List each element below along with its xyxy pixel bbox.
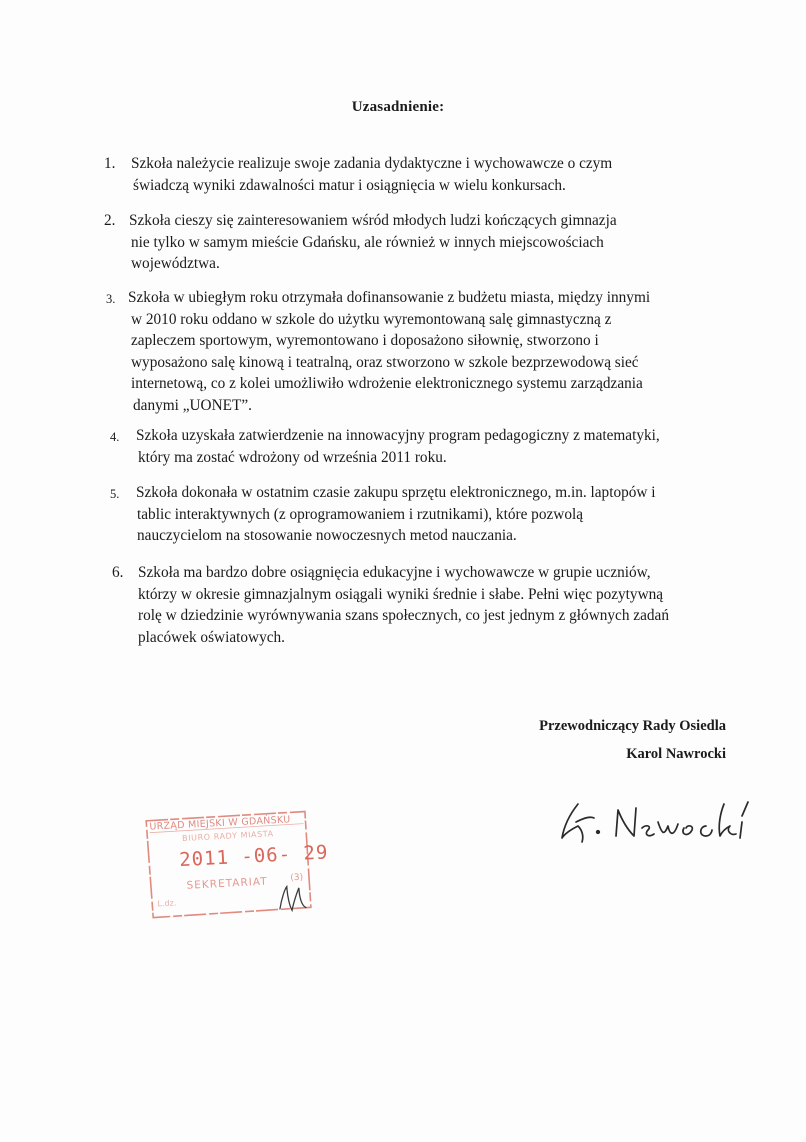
item-line: którzy w okresie gimnazjalnym osiągali wyniki średnie i słabe. Pełni więc pozytywną bbox=[138, 585, 664, 603]
item-line: Szkoła cieszy się zainteresowaniem wśród młodych ludzi kończących gimnazja bbox=[129, 212, 617, 229]
stamp-reg-prefix: L.dz. bbox=[157, 898, 177, 909]
item-number: 1. bbox=[104, 155, 116, 172]
item-number: 3. bbox=[106, 292, 116, 306]
item-line: Szkoła dokonała w ostatnim czasie zakupu sprzętu elektronicznego, m.in. laptopów i bbox=[136, 484, 656, 501]
stamp-office: SEKRETARIAT bbox=[186, 875, 268, 892]
item-line: nie tylko w samym mieście Gdańsku, ale również w innych miejscowościach bbox=[131, 233, 604, 251]
signatory-role: Przewodniczący Rady Osiedla bbox=[539, 718, 726, 734]
item-line: Szkoła należycie realizuje swoje zadania dydaktyczne i wychowawcze o czym bbox=[131, 155, 613, 172]
item-line: rolę w dziedzinie wyrównywania szans społecznych, co jest jednym z głównych zadań bbox=[138, 607, 669, 624]
stamp-department: BIURO RADY MIASTA bbox=[181, 829, 274, 843]
item-number: 5. bbox=[110, 487, 120, 501]
item-line: placówek oświatowych. bbox=[138, 628, 285, 646]
list-item-3 bbox=[106, 287, 651, 416]
item-line: wyposażono salę kinową i teatralną, oraz stworzono w szkole bezprzewodową sieć bbox=[131, 353, 639, 371]
item-number: 4. bbox=[110, 430, 120, 444]
stamp-issuer: URZĄD MIEJSKI W GDAŃSKU bbox=[149, 814, 291, 833]
stamp-reg-number: (3) bbox=[290, 872, 304, 884]
item-line: Szkoła uzyskała zatwierdzenie na innowacyjny program pedagogiczny z matematyki, bbox=[136, 427, 660, 444]
list-item-2 bbox=[104, 210, 617, 275]
item-line: Szkoła w ubiegłym roku otrzymała dofinansowanie z budżetu miasta, między innymi bbox=[128, 289, 651, 306]
item-line: internetową, co z kolei umożliwiło wdrożenie elektronicznego systemu zarządzania bbox=[131, 375, 643, 392]
item-line: świadczą wyniki zdawalności matur i osiągnięcia w wielu konkursach. bbox=[133, 176, 566, 194]
office-stamp bbox=[143, 809, 329, 921]
stamp-initials bbox=[272, 877, 314, 919]
handwritten-signature bbox=[556, 792, 766, 852]
item-line: nauczycielom na stosowanie nowoczesnych metod nauczania. bbox=[137, 527, 517, 544]
item-line: w 2010 roku oddano w szkole do użytku wyremontowaną salę gimnastyczną z bbox=[131, 310, 612, 328]
item-line: danymi „UONET”. bbox=[133, 396, 252, 414]
list-item-5 bbox=[110, 482, 656, 547]
item-number: 2. bbox=[104, 212, 116, 229]
document-heading: Uzasadnienie: bbox=[351, 99, 445, 115]
item-line: Szkoła ma bardzo dobre osiągnięcia edukacyjne i wychowawcze w grupie uczniów, bbox=[138, 564, 651, 581]
item-line: województwa. bbox=[131, 255, 220, 272]
list-item-4 bbox=[110, 425, 660, 468]
signatory-name: Karol Nawrocki bbox=[626, 746, 726, 762]
item-line: który ma zostać wdrożony od września 2011 roku. bbox=[138, 448, 447, 466]
item-number: 6. bbox=[112, 564, 124, 581]
list-item-1 bbox=[104, 153, 613, 196]
stamp-date: 2011 -06- 29 bbox=[178, 841, 329, 872]
list-item-6 bbox=[112, 562, 669, 648]
item-line: tablic interaktywnych (z oprogramowaniem i rzutnikami), które pozwolą bbox=[137, 505, 584, 523]
item-line: zapleczem sportowym, wyremontowano i doposażono siłownię, stworzono i bbox=[131, 332, 599, 349]
